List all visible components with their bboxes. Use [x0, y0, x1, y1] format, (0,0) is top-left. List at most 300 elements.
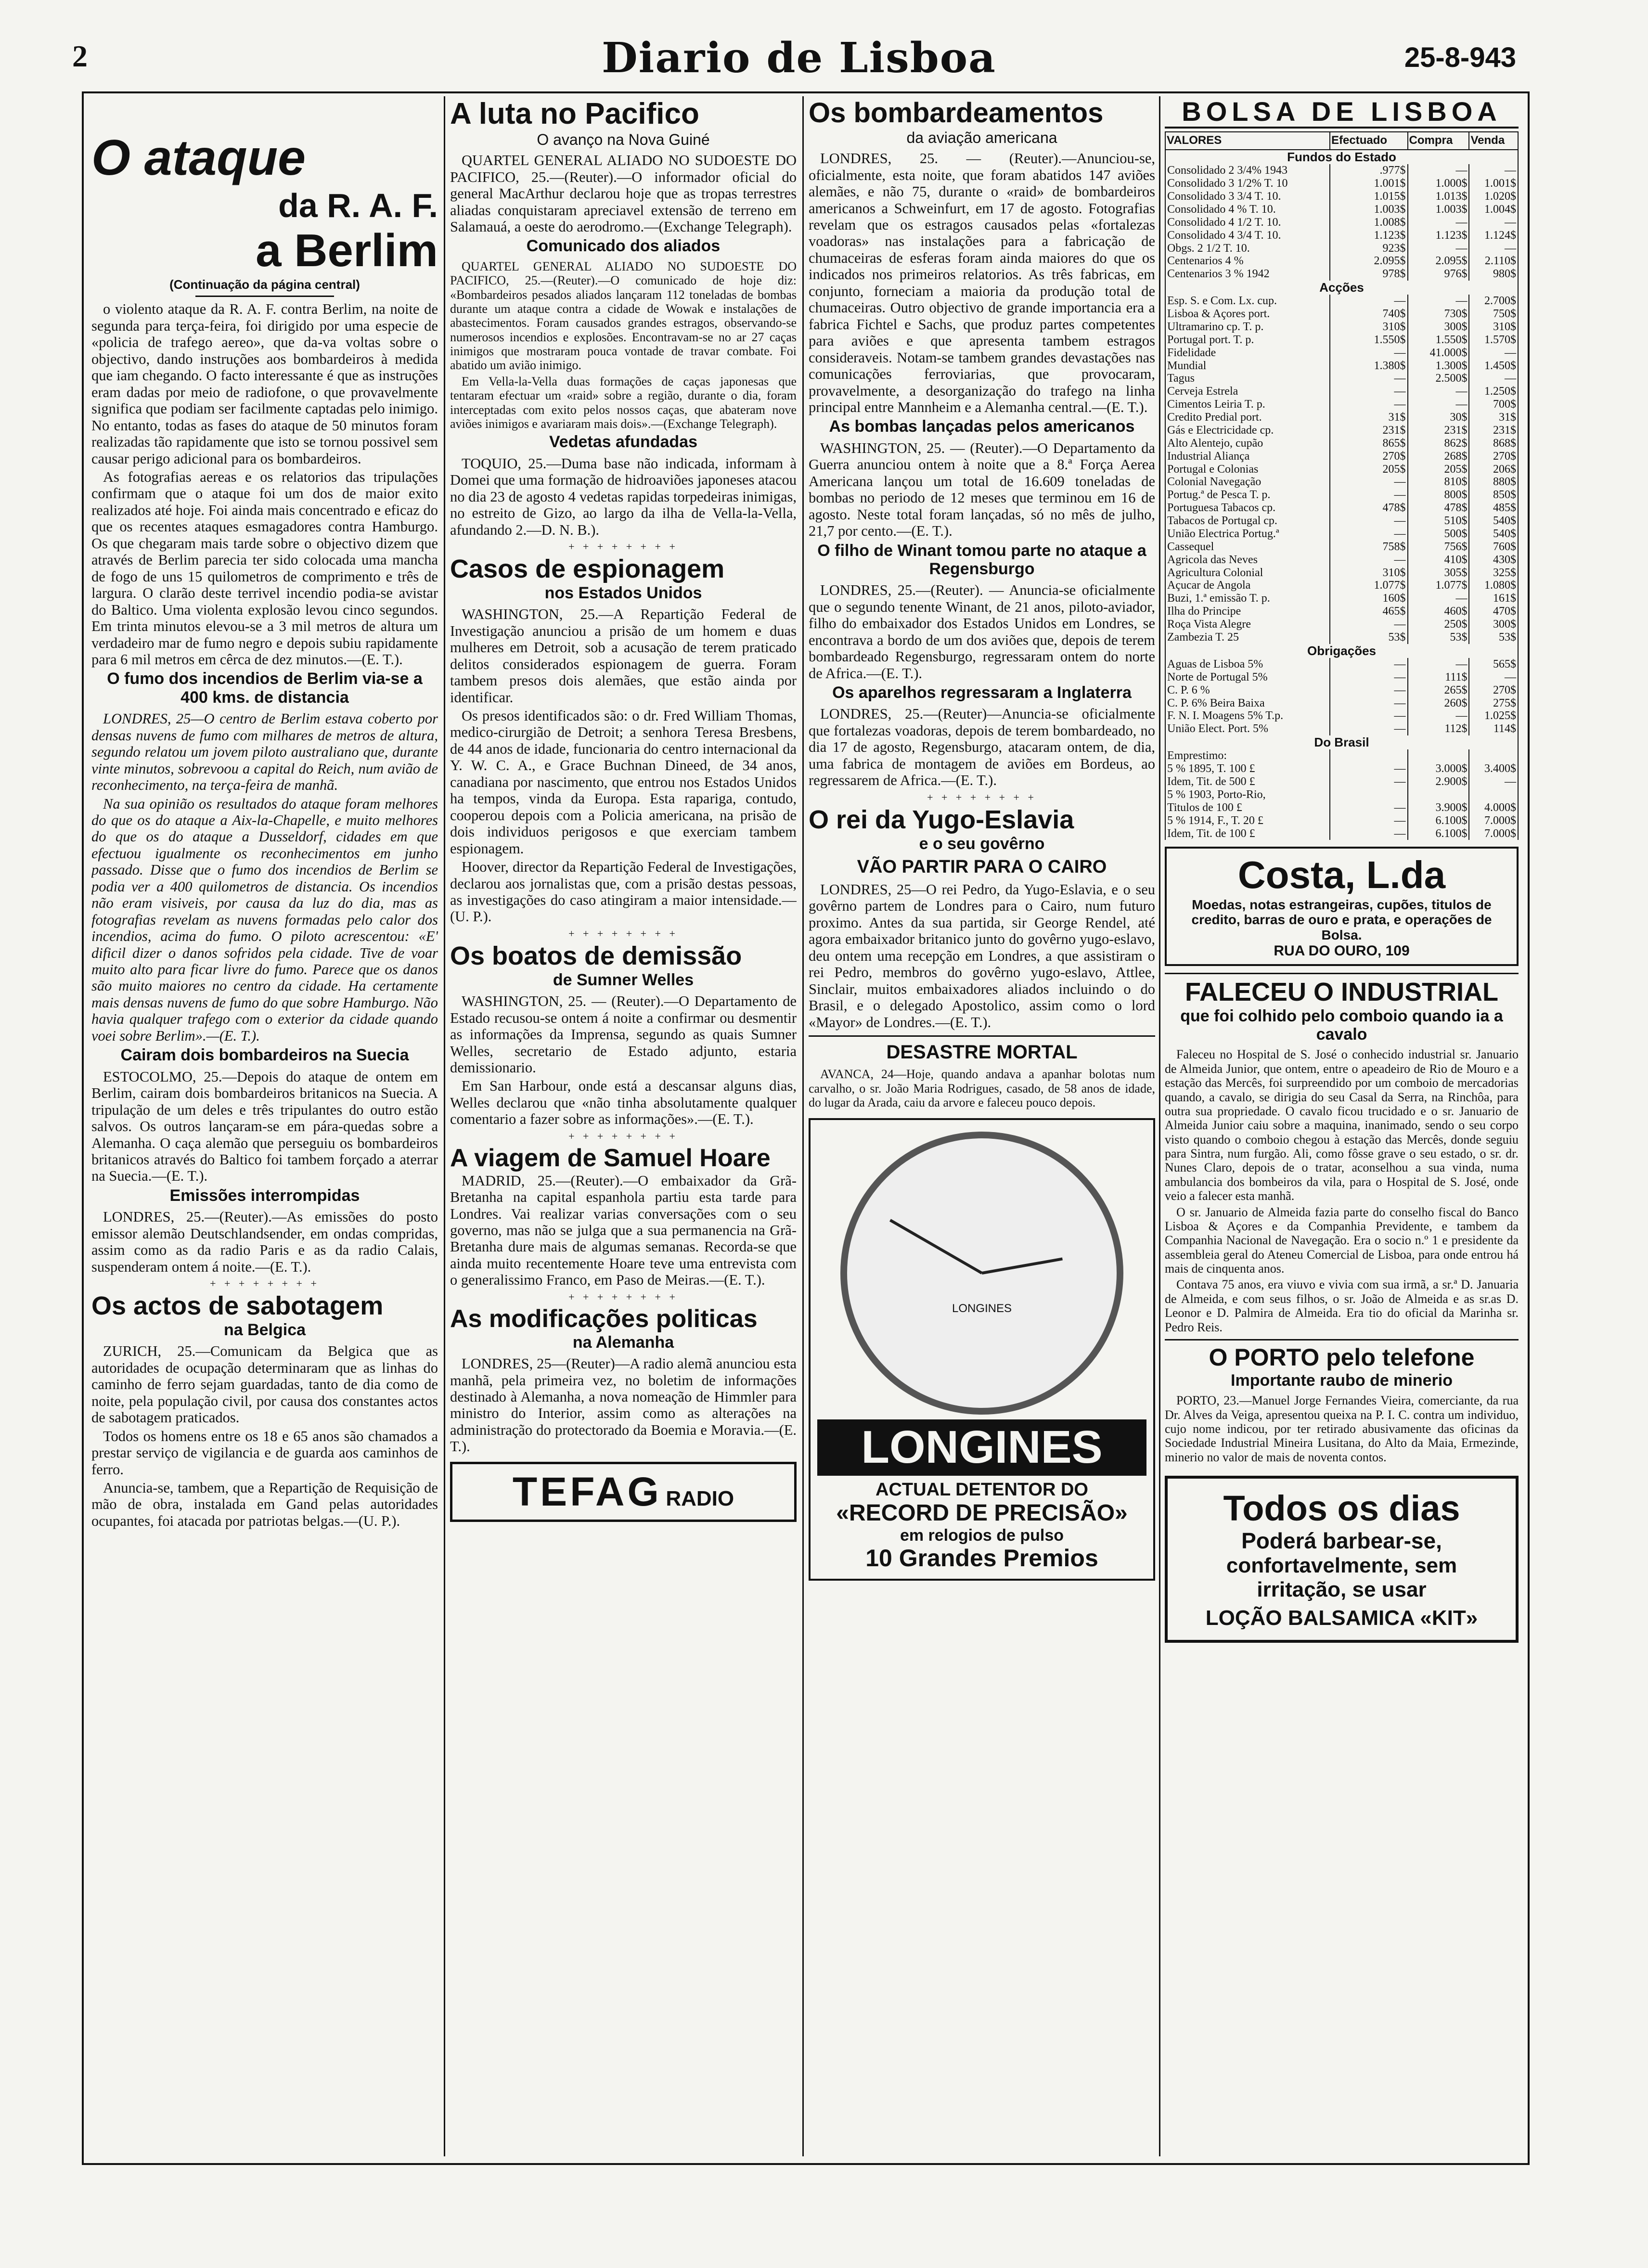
column-4	[1165, 96, 1519, 2152]
ornament-divider: + + + + + + + +	[568, 927, 678, 940]
table-row	[1165, 190, 1518, 203]
table-row	[1165, 814, 1518, 827]
table-row	[1165, 528, 1518, 541]
sell-price: 868$	[1469, 437, 1518, 450]
buy-price: 976$	[1408, 268, 1469, 281]
buy-price: 6.100$	[1408, 814, 1469, 827]
article-headline: O ataque	[91, 130, 306, 186]
security-name: Aguas de Lisboa 5%	[1165, 658, 1330, 671]
paragraph: Os presos identificados são: o dr. Fred William Thomas, medico-cirurgião de Detroit; a senhora Teresa Bresbens, de 44 anos de idade, funcionaria do centro internacional da Y. W. C. A., e Grace Buchnan Dineed, de 34 anos, canadiana por nascimento, que entrou nos Estados Unidos ha tempos, vinda da Europa. Esta rapariga, contudo, cooperou depois com a Policia americana, na prisão de dois individuos perigosos e que exerciam tambem espionagem.	[450, 707, 797, 857]
security-name: Buzi, 1.ª emissão T. p.	[1165, 592, 1330, 605]
security-name: Consolidado 4 3/4 T. 10.	[1165, 229, 1330, 242]
buy-price: 41.000$	[1408, 347, 1469, 360]
traded-price: 758$	[1330, 541, 1407, 554]
sell-price: 485$	[1469, 502, 1518, 515]
costa-advertisement	[1165, 847, 1519, 966]
section-heading: DESASTRE MORTAL	[886, 1042, 1078, 1063]
sell-price: 300$	[1469, 618, 1518, 631]
table-row	[1165, 437, 1518, 450]
buy-price: 810$	[1408, 476, 1469, 489]
ad-line: Todos os dias	[1223, 1488, 1460, 1529]
table-row	[1165, 360, 1518, 373]
table-row	[1165, 308, 1518, 321]
paragraph: ZURICH, 25.—Comunicam da Belgica que as autoridades de ocupação determinaram que as linhas do caminho de ferro sejam guardadas, tanto de dia como de noite, pela população civil, por causa dos constantes actos de sabotagem praticados.	[91, 1343, 438, 1426]
security-name: Centenarios 4 %	[1165, 255, 1330, 268]
ad-line: ACTUAL DETENTOR DO	[876, 1479, 1088, 1500]
security-name: Fidelidade	[1165, 347, 1330, 360]
sell-price: 1.450$	[1469, 360, 1518, 373]
newspaper-title: Diario de Lisboa	[602, 34, 996, 82]
paragraph: Anuncia-se, tambem, que a Repartição de Requisição de mão de obra, instalada em Gand pelas autoridades ocupantes, foi atacada por patriotas belgas.—(U. P.).	[91, 1479, 438, 1529]
sell-price: 850$	[1469, 489, 1518, 502]
security-name: Tagus	[1165, 372, 1330, 385]
article-headline: Casos de espionagem	[450, 554, 725, 583]
sell-price: 1.124$	[1469, 229, 1518, 242]
security-name: Norte de Portugal 5%	[1165, 671, 1330, 684]
traded-price: 310$	[1330, 321, 1407, 334]
buy-price: 1.550$	[1408, 334, 1469, 347]
paragraph: Todos os homens entre os 18 e 65 anos são chamados a prestar serviço de vigilancia e de guarda aos caminhos de ferro.	[91, 1428, 438, 1478]
traded-price: —	[1330, 722, 1407, 735]
buy-price: 2.095$	[1408, 255, 1469, 268]
buy-price: 205$	[1408, 463, 1469, 476]
ad-subtitle: RADIO	[666, 1486, 734, 1510]
security-name: Cimentos Leiria T. p.	[1165, 398, 1330, 411]
section-heading: Cairam dois bombardeiros na Suecia	[120, 1046, 409, 1065]
sell-price: 4.000$	[1469, 801, 1518, 814]
article-headline: A viagem de Samuel Hoare	[450, 1144, 771, 1172]
table-row	[1165, 321, 1518, 334]
paragraph: LONDRES, 25.—(Reuter). — Anuncia-se oficialmente que o segundo tenente Winant, de 21 anos, piloto-aviador, filho do embaixador dos Estados Unidos em Londres, se encontrava a bordo de um dos aviões que, depois de terem bombardeado Regensburgo, regressaram ontem do norte de Africa.—(E. T.).	[809, 582, 1155, 682]
buy-price: 30$	[1408, 411, 1469, 424]
section-heading: Emissões interrompidas	[169, 1186, 360, 1205]
table-row	[1165, 697, 1518, 710]
table-row	[1165, 424, 1518, 437]
sell-price: —	[1469, 242, 1518, 255]
sell-price: 760$	[1469, 541, 1518, 554]
sell-price: 1.025$	[1469, 709, 1518, 722]
security-name: Consolidado 3 1/2% T. 10	[1165, 177, 1330, 190]
page-number: 2	[72, 39, 88, 73]
ad-line: irritação, se usar	[1257, 1577, 1427, 1601]
subheading: O avanço na Nova Guiné	[537, 131, 710, 148]
traded-price: 31$	[1330, 411, 1407, 424]
security-name: Ilha do Principe	[1165, 605, 1330, 618]
article-headline: Os boatos de demissão	[450, 941, 742, 970]
traded-price: 1.550$	[1330, 334, 1407, 347]
paragraph: WASHINGTON, 25.—A Repartição Federal de Investigação anunciou a prisão de um homem e duas mulheres em Detroit, sob a acusação de terem praticado delitos considerados espionagem de guerra. Foram tambem presos dois alemães, que estão ainda por identificar.	[450, 606, 797, 706]
security-name: 5 % 1895, T. 100 £	[1165, 762, 1330, 775]
traded-price: —	[1330, 775, 1407, 788]
ornament-divider: + + + + + + + +	[568, 541, 678, 553]
table-row	[1165, 255, 1518, 268]
paragraph: MADRID, 25.—(Reuter).—O embaixador da Grã-Bretanha na capital espanhola partiu esta tarde para Londres. Vai realizar varias conversações com o seu governo, mas não se julga que a sua permanencia na Grã-Bretanha dure mais de algumas semanas. Recorda-se que ainda muito recentemente Hoare teve uma entrevista com o generalissimo Franco, em Paso de Meiras.—(E. T.).	[450, 1172, 797, 1289]
subheading: VÃO PARTIR PARA O CAIRO	[857, 857, 1107, 877]
security-name: Credito Predial port.	[1165, 411, 1330, 424]
stock-table-body	[1165, 150, 1518, 840]
traded-price: —	[1330, 347, 1407, 360]
table-row	[1165, 592, 1518, 605]
traded-price: —	[1330, 618, 1407, 631]
subheading: na Alemanha	[572, 1333, 674, 1352]
buy-price: 6.100$	[1408, 827, 1469, 840]
paragraph: LONDRES, 25.—(Reuter)—Anuncia-se oficialmente que fortalezas voadoras, depois de terem bombardeado, no dia 17 de agosto, Regensburgo, atacaram ontem, de dia, uma fabrica de montagem de aviões em Bordeus, ao regressarem de Africa.—(E. T.).	[809, 706, 1155, 789]
buy-price: 460$	[1408, 605, 1469, 618]
paragraph: LONDRES, 25. — (Reuter).—Anunciou-se, oficialmente, esta noite, que foram abatidos 147 aviões alemães, e não 75, durante o «raid» de bombardeiros americanos a Schweinfurt, em 17 de agosto. Fotografias revelam que os estragos causados pelas «fortalezas voadoras» nas instalações para a fabricação de chumaceiras de esferas foram ainda maiores do que os indicados nos primeiros relatorios. As três fabricas, em conjunto, forneciam a maioria da produção total de chumaceiras. Outro objectivo de grande importancia era a fabrica Fichtel e Sachs, que produz partes competentes para aviões e que apresenta tambem estragos consideraveis. Notam-se tambem grandes devastações nas comunicações ferroviarias, que provocaram, provavelmente, a desorganização do trafego na linha principal entre Mannheim e a Alemanha central.—(E. T.).	[809, 150, 1155, 415]
paragraph: LONDRES, 25—O rei Pedro, da Yugo-Eslavia, e o seu govêrno partem de Londres para o Cairo, num futuro proximo. Antes da sua partida, sir George Rendel, até agora embaixador britanico junto do govêrno yugo-eslavo, deu ontem uma recepção em Londres, a que assistiram o rei Pedro, membros do govêrno yugo-eslavo, Attlee, Sinclair, muitos embaixadores aliados incluindo o do Brasil, e o delegado Apostolico, assim como o lord «Mayor» de Londres.—(E. T.).	[809, 881, 1155, 1031]
traded-price: —	[1330, 658, 1407, 671]
traded-price: —	[1330, 476, 1407, 489]
buy-price: 730$	[1408, 308, 1469, 321]
buy-price: 2.500$	[1408, 372, 1469, 385]
traded-price: —	[1330, 554, 1407, 567]
sell-price: 2.700$	[1469, 295, 1518, 308]
traded-price: 865$	[1330, 437, 1407, 450]
section-label: Fundos do Estado	[1165, 150, 1518, 164]
watch-hand	[981, 1258, 1062, 1275]
sell-price: —	[1469, 671, 1518, 684]
security-name: Agricola das Neves	[1165, 554, 1330, 567]
table-row	[1165, 164, 1518, 177]
table-row	[1165, 385, 1518, 398]
table-row	[1165, 579, 1518, 592]
sell-price: —	[1469, 164, 1518, 177]
traded-price: —	[1330, 762, 1407, 775]
sell-price	[1469, 749, 1518, 762]
section-heading: Os aparelhos regressaram a Inglaterra	[832, 683, 1132, 702]
traded-price: 310$	[1330, 567, 1407, 580]
paragraph: LONDRES, 25.—(Reuter).—As emissões do posto emissor alemão Deutschlandsender, em ondas compridas, assim como as da radio Paris e as da radio Calais, suspenderam ontem á noite.—(E. T.).	[91, 1209, 438, 1275]
security-name: F. N. I. Moagens 5% T.p.	[1165, 709, 1330, 722]
buy-price: 756$	[1408, 541, 1469, 554]
traded-price: 205$	[1330, 463, 1407, 476]
watch-hand	[889, 1219, 983, 1275]
subheading: de Sumner Welles	[553, 970, 694, 989]
buy-price: 305$	[1408, 567, 1469, 580]
table-row	[1165, 334, 1518, 347]
traded-price: 978$	[1330, 268, 1407, 281]
buy-price: —	[1408, 709, 1469, 722]
table-row	[1165, 567, 1518, 580]
ad-line: «RECORD DE PRECISÃO»	[836, 1500, 1128, 1526]
ad-line: 10 Grandes Premios	[865, 1545, 1098, 1572]
ad-brand: Costa, L.da	[1237, 853, 1446, 897]
column-header: VALORES	[1165, 132, 1330, 150]
table-header	[1165, 132, 1518, 150]
paragraph: LONDRES, 25—(Reuter)—A radio alemã anunciou esta manhã, pela primeira vez, no boletim de informações destinado à Alemanha, a nova nomeação de Himmler para ministro do Interior, assim como as alterações na administração do protectorado da Boemia e Moravia.—(E. T.).	[450, 1355, 797, 1455]
traded-price: —	[1330, 528, 1407, 541]
sell-price: 3.400$	[1469, 762, 1518, 775]
security-name: Alto Alentejo, cupão	[1165, 437, 1330, 450]
paragraph: QUARTEL GENERAL ALIADO NO SUDOESTE DO PACIFICO, 25.—(Reuter).—O informador oficial do general MacArthur declarou hoje que as tropas terrestres aliadas conquistaram apreciavel extensão de terreno em Salamauá, a oeste do aerodromo.—(Exchange Telegraph).	[450, 152, 797, 235]
security-name: C. P. 6% Beira Baixa	[1165, 697, 1330, 710]
sell-price: 7.000$	[1469, 827, 1518, 840]
ornament-divider: + + + + + + + +	[568, 1290, 678, 1303]
buy-price: —	[1408, 242, 1469, 255]
table-row	[1165, 554, 1518, 567]
traded-price: —	[1330, 814, 1407, 827]
tefag-advertisement	[450, 1462, 797, 1522]
table-row	[1165, 605, 1518, 618]
section-label: Do Brasil	[1165, 735, 1518, 749]
traded-price: 231$	[1330, 424, 1407, 437]
sell-price: 1.001$	[1469, 177, 1518, 190]
paragraph: o violento ataque da R. A. F. contra Berlim, na noite de segunda para terça-feira, foi dirigido por uma especie de «policia de trafego aereo», que da-va voltas sobre o objectivo, dando instruções aos bombardeiros à medida que iam chegando. O facto interessante é que as instruções eram dadas por meio de radiofone, o que provavelmente significa que podiam ser facilmente captadas pelo inimigo. No entanto, todas as fases do ataque de 50 minutos foram realizadas tão rapidamente que isto se tornou possivel sem causar perigo adicional para os bombardeiros.	[91, 301, 438, 467]
ad-line: confortavelmente, sem	[1226, 1553, 1457, 1577]
buy-price: —	[1408, 592, 1469, 605]
sell-price: 325$	[1469, 567, 1518, 580]
sell-price: 700$	[1469, 398, 1518, 411]
subheading: Importante raubo de minerio	[1231, 1371, 1453, 1390]
security-name: Portug.ª de Pesca T. p.	[1165, 489, 1330, 502]
traded-price: —	[1330, 295, 1407, 308]
buy-price: —	[1408, 398, 1469, 411]
ornament-divider: + + + + + + + +	[210, 1277, 320, 1290]
table-row	[1165, 684, 1518, 697]
traded-price: 1.003$	[1330, 203, 1407, 216]
article-headline: O rei da Yugo-Eslavia	[809, 805, 1074, 834]
sell-price: 1.080$	[1469, 579, 1518, 592]
security-name: Agricultura Colonial	[1165, 567, 1330, 580]
traded-price: —	[1330, 684, 1407, 697]
sell-price: 270$	[1469, 684, 1518, 697]
security-name: Idem, Tit. de 500 £	[1165, 775, 1330, 788]
security-name: União Elect. Port. 5%	[1165, 722, 1330, 735]
sell-price: 750$	[1469, 308, 1518, 321]
traded-price: —	[1330, 671, 1407, 684]
buy-price: 862$	[1408, 437, 1469, 450]
buy-price: —	[1408, 658, 1469, 671]
column-rule	[802, 96, 804, 2156]
wristwatch-illustration	[840, 1132, 1123, 1415]
paragraph: PORTO, 23.—Manuel Jorge Fernandes Vieira, comerciante, da rua Dr. Alves da Veiga, apresentou queixa na P. I. C. contra um individuo, cujo nome indicou, por ter retirado abusivamente das oficinas da Sociedade Industrial Mineira Lusitana, do Alto da Maia, Ermezinde, minerio no valor de mais de noventa contos.	[1165, 1393, 1519, 1464]
security-name: Mundial	[1165, 360, 1330, 373]
security-name: Portuguesa Tabacos cp.	[1165, 502, 1330, 515]
sell-price: 31$	[1469, 411, 1518, 424]
traded-price: 465$	[1330, 605, 1407, 618]
table-row	[1165, 722, 1518, 735]
table-section-row	[1165, 150, 1518, 164]
traded-price: 270$	[1330, 450, 1407, 463]
table-row	[1165, 450, 1518, 463]
subheading: da aviação americana	[906, 129, 1057, 146]
sell-price: 565$	[1469, 658, 1518, 671]
article-headline-2: da R. A. F.	[278, 186, 438, 224]
article-headline-3: a Berlim	[256, 224, 438, 276]
table-row	[1165, 295, 1518, 308]
column-header: Efectuado	[1330, 132, 1407, 150]
sell-price: 206$	[1469, 463, 1518, 476]
buy-price	[1408, 788, 1469, 801]
traded-price	[1330, 788, 1407, 801]
buy-price: —	[1408, 216, 1469, 229]
paragraph: AVANCA, 24—Hoje, quando andava a apanhar bolotas num carvalho, o sr. João Maria Rodrigues, casado, de 58 anos de idade, do lugar da Arada, caiu da arvore e faleceu pouco depois.	[809, 1067, 1155, 1109]
issue-date: 25-8-943	[1404, 42, 1516, 73]
traded-price: 2.095$	[1330, 255, 1407, 268]
buy-price: 1.077$	[1408, 579, 1469, 592]
traded-price: —	[1330, 489, 1407, 502]
security-name: Zambezia T. 25	[1165, 631, 1330, 644]
sell-price: 880$	[1469, 476, 1518, 489]
traded-price: 53$	[1330, 631, 1407, 644]
table-row	[1165, 775, 1518, 788]
column-3	[809, 96, 1155, 2152]
traded-price: 923$	[1330, 242, 1407, 255]
table-row	[1165, 618, 1518, 631]
security-name: Ultramarino cp. T. p.	[1165, 321, 1330, 334]
section-label: Obrigações	[1165, 644, 1518, 658]
stock-table	[1165, 131, 1519, 840]
article-headline: Os bombardeamentos	[809, 97, 1104, 129]
table-row	[1165, 502, 1518, 515]
buy-price: 2.900$	[1408, 775, 1469, 788]
security-name: Consolidado 4 % T. 10.	[1165, 203, 1330, 216]
security-name: Idem, Tit. de 100 £	[1165, 827, 1330, 840]
article-headline: O PORTO pelo telefone	[1209, 1343, 1475, 1371]
table-row	[1165, 658, 1518, 671]
buy-price: 3.000$	[1408, 762, 1469, 775]
section-heading: O filho de Winant tomou parte no ataque a Regensburgo	[817, 541, 1146, 578]
security-name: Portugal e Colonias	[1165, 463, 1330, 476]
traded-price: —	[1330, 385, 1407, 398]
table-row	[1165, 515, 1518, 528]
column-2	[450, 96, 797, 2152]
buy-price: —	[1408, 385, 1469, 398]
buy-price: 410$	[1408, 554, 1469, 567]
section-label: Acções	[1165, 281, 1518, 295]
security-name: Lisboa & Açores port.	[1165, 308, 1330, 321]
ad-line: Poderá barbear-se,	[1241, 1528, 1442, 1553]
sell-price: 430$	[1469, 554, 1518, 567]
kit-lotion-advertisement	[1165, 1476, 1519, 1643]
traded-price: 1.008$	[1330, 216, 1407, 229]
article-headline: As modificações politicas	[450, 1304, 758, 1333]
dial-brand: LONGINES	[952, 1302, 1012, 1315]
sell-price: 310$	[1469, 321, 1518, 334]
security-name: Cerveja Estrela	[1165, 385, 1330, 398]
security-name: Emprestimo:	[1165, 749, 1330, 762]
paragraph: QUARTEL GENERAL ALIADO NO SUDOESTE DO PACIFICO, 25.—(Reuter).—O comunicado de hoje diz: «Bombardeiros pesados aliados lançaram 112 toneladas de bombas durante um ataque contra a cidade de Wowak e instalações de abastecimentos. Foram causados grandes estragos, observando-se numerosos incendios e explosões. Encontravam-se no ar 27 caças inimigos que mostraram pouca vontade de travar combate. Foi abatido um avião inimigo.	[450, 259, 797, 373]
column-rule	[1159, 96, 1160, 2156]
masthead	[72, 34, 1516, 87]
buy-price: 500$	[1408, 528, 1469, 541]
divider	[1165, 973, 1519, 974]
buy-price: 1.003$	[1408, 203, 1469, 216]
security-name: Açucar de Angola	[1165, 579, 1330, 592]
sell-price: 1.020$	[1469, 190, 1518, 203]
sell-price: 1.004$	[1469, 203, 1518, 216]
security-name: 5 % 1914, F., T. 20 £	[1165, 814, 1330, 827]
paragraph: TOQUIO, 25.—Duma base não indicada, informam à Domei que uma formação de hidroaviões japoneses atacou no dia 23 de agosto 4 vedetas rapidas torpedeiras inimigas, no estreito de Gizo, ao largo da ilha de Vella-la-Vella, afundando 2.—D. N. B.).	[450, 455, 797, 538]
paragraph: Em Vella-la-Vella duas formações de caças japonesas que tentaram efectuar um «raid» sobre a região, durante o dia, foram interceptadas com exito pelos nossos caças, que abateram nove aviões inimigos e avariaram mais dois».—(Exchange Telegraph).	[450, 374, 797, 431]
article-headline: A luta no Pacifico	[450, 97, 699, 130]
ornament-divider: + + + + + + + +	[927, 791, 1037, 803]
table-row	[1165, 268, 1518, 281]
sell-price: 53$	[1469, 631, 1518, 644]
continuation-note: (Continuação da página central)	[169, 277, 360, 292]
sell-price: 540$	[1469, 528, 1518, 541]
sell-price: —	[1469, 216, 1518, 229]
security-name: Obgs. 2 1/2 T. 10.	[1165, 242, 1330, 255]
table-row	[1165, 801, 1518, 814]
buy-price: 250$	[1408, 618, 1469, 631]
traded-price: —	[1330, 398, 1407, 411]
paragraph: Em San Harbour, onde está a descansar alguns dias, Welles declarou que «não tinha absolutamente qualquer comentario a fazer sobre as informações».—(E. T.).	[450, 1078, 797, 1128]
security-name: Portugal port. T. p.	[1165, 334, 1330, 347]
traded-price: 1.077$	[1330, 579, 1407, 592]
buy-price: 111$	[1408, 671, 1469, 684]
divider	[809, 1035, 1155, 1037]
ad-line: em relogios de pulso	[900, 1526, 1064, 1545]
paragraph: O sr. Januario de Almeida fazia parte do conselho fiscal do Banco Lisboa & Açores e da Companhia Previdente, e tambem da Companhia Nacional de Navegação. Era o socio n.º 1 e presidente da assembleia geral do Ateneu Comercial de Lisboa, para onde entrou há mais de cinquenta anos.	[1165, 1205, 1519, 1276]
table-row	[1165, 229, 1518, 242]
security-name: Cassequel	[1165, 541, 1330, 554]
table-section-row	[1165, 281, 1518, 295]
column-header: Venda	[1469, 132, 1518, 150]
table-row	[1165, 347, 1518, 360]
table-row	[1165, 372, 1518, 385]
security-name: Centenarios 3 % 1942	[1165, 268, 1330, 281]
sell-price: 275$	[1469, 697, 1518, 710]
paragraph: Hoover, director da Repartição Federal de Investigações, declarou aos jornalistas que, com a prisão destas pessoas, as investigações do caso atingiram a maior intensidade.—(U. P.).	[450, 859, 797, 925]
buy-price: —	[1408, 295, 1469, 308]
traded-price: .977$	[1330, 164, 1407, 177]
buy-price: 1.013$	[1408, 190, 1469, 203]
paragraph: Na sua opinião os resultados do ataque foram melhores do que os do ataque a Aix-la-Chapelle, e muito melhores do que os do ataque a Dusseldorf, cidades em que efectuou igualmente os reconhecimentos em junho passado. Disse que o fumo dos incendios de Berlim se podia ver a 400 quilometros de distancia. Os incendios não eram visiveis, por causa da luz do dia, mas as fotografias revelam as nuvens formadas pelo calor dos incendios, acima do fumo. O piloto acrescentou: «E' dificil dizer o danos sofridos pela cidade. Tive de voar muito alto para ficar livre do fumo. Parece que os danos são muito maiores no centro da cidade. Ha certamente mais densas nuvens de fumo do que sobre Hamburgo. Não havia qualquer trafego com o exterior da cidade quando voei sobre Berlim».—(E. T.).	[91, 795, 438, 1044]
security-name: Consolidado 2 3/4% 1943	[1165, 164, 1330, 177]
security-name: C. P. 6 %	[1165, 684, 1330, 697]
subheading: e o seu govêrno	[919, 834, 1045, 853]
security-name: Tabacos de Portugal cp.	[1165, 515, 1330, 528]
security-name: Consolidado 3 3/4 T. 10.	[1165, 190, 1330, 203]
table-row	[1165, 476, 1518, 489]
buy-price: 510$	[1408, 515, 1469, 528]
section-heading: O fumo dos incendios de Berlim via-se a 400 kms. de distancia	[107, 670, 423, 707]
security-name: Consolidado 4 1/2 T. 10.	[1165, 216, 1330, 229]
sell-price	[1469, 788, 1518, 801]
paragraph: WASHINGTON, 25. — (Reuter).—O Departamento da Guerra anunciou ontem à noite que a 8.ª Força Aerea Americana lançou um total de 16.609 toneladas de bombas no periodo de 12 meses que terminou em 16 de agosto. Neste total foram lançadas, só no mês de julho, 21,7 por cento.—(E. T.).	[809, 439, 1155, 540]
sell-price: 1.570$	[1469, 334, 1518, 347]
stock-exchange-title: BOLSA DE LISBOA	[1165, 96, 1519, 129]
sell-price: 1.250$	[1469, 385, 1518, 398]
table-row	[1165, 242, 1518, 255]
buy-price: 300$	[1408, 321, 1469, 334]
table-section-row	[1165, 644, 1518, 658]
buy-price: 3.900$	[1408, 801, 1469, 814]
buy-price: 1.123$	[1408, 229, 1469, 242]
sell-price: —	[1469, 775, 1518, 788]
buy-price: 112$	[1408, 722, 1469, 735]
security-name: Industrial Aliança	[1165, 450, 1330, 463]
buy-price: 268$	[1408, 450, 1469, 463]
traded-price: 1.001$	[1330, 177, 1407, 190]
table-row	[1165, 463, 1518, 476]
table-row	[1165, 203, 1518, 216]
buy-price: 53$	[1408, 631, 1469, 644]
traded-price: 1.123$	[1330, 229, 1407, 242]
section-heading: Comunicado dos aliados	[526, 237, 721, 256]
traded-price	[1330, 749, 1407, 762]
ornament-divider: + + + + + + + +	[568, 1130, 678, 1142]
buy-price: 800$	[1408, 489, 1469, 502]
sell-price: 980$	[1469, 268, 1518, 281]
security-name: Titulos de 100 £	[1165, 801, 1330, 814]
table-row	[1165, 762, 1518, 775]
table-row	[1165, 489, 1518, 502]
traded-price: —	[1330, 801, 1407, 814]
sell-price: 2.110$	[1469, 255, 1518, 268]
security-name: Roça Vista Alegre	[1165, 618, 1330, 631]
